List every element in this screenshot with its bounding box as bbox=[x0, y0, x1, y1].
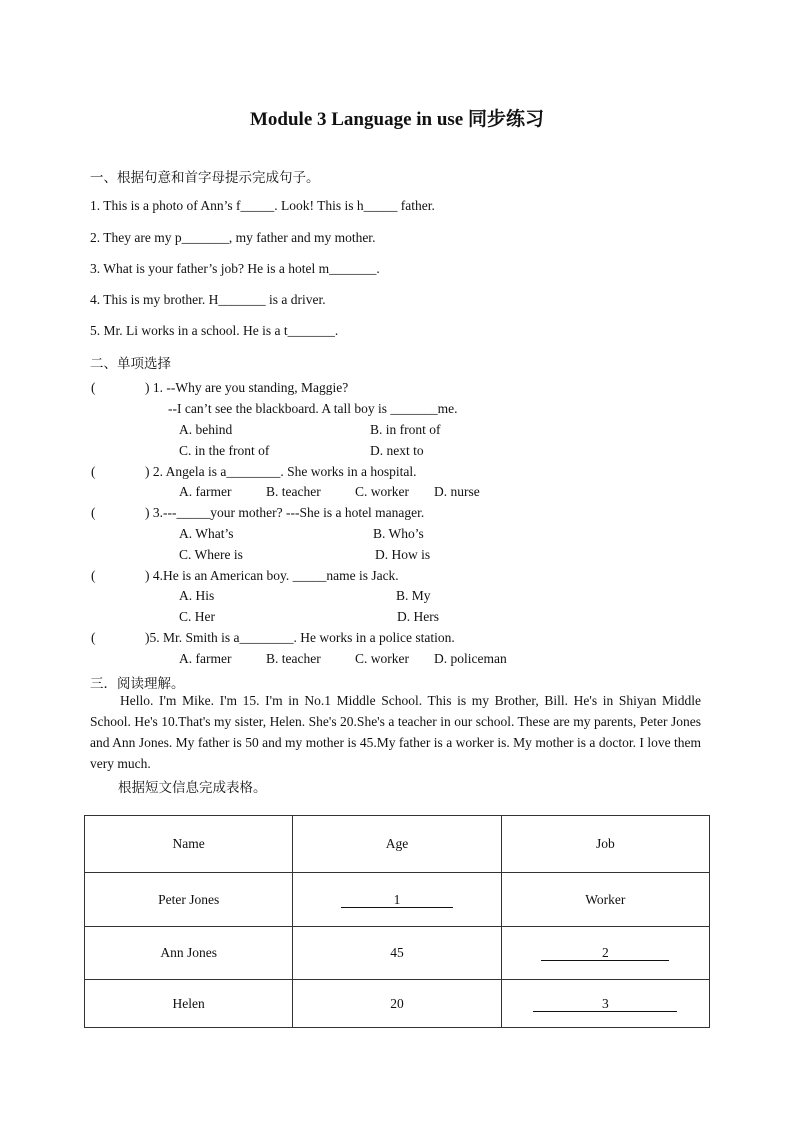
q4-option-d: D. Hers bbox=[397, 609, 439, 624]
cell-name: Ann Jones bbox=[85, 927, 293, 980]
answer-blank-1: 1 bbox=[341, 893, 453, 908]
q2-stem: ) 2. Angela is a________. She works in a hospital. bbox=[145, 464, 417, 479]
section3-heading: 三．阅读理解。 bbox=[90, 676, 185, 692]
q4-stem: ) 4.He is an American boy. _____name is Jack. bbox=[145, 568, 399, 583]
q2-bracket: ( bbox=[91, 464, 96, 479]
q4-bracket: ( bbox=[91, 568, 96, 583]
q2-option-c: C. worker bbox=[355, 484, 409, 499]
table-row bbox=[85, 927, 710, 980]
section2-heading: 二、单项选择 bbox=[90, 356, 171, 372]
q5-option-c: C. worker bbox=[355, 651, 409, 666]
cell-job: Worker bbox=[501, 873, 709, 927]
q5-option-d: D. policeman bbox=[434, 651, 507, 666]
q1-bracket: ( bbox=[91, 380, 96, 395]
section1-heading: 一、根据句意和首字母提示完成句子。 bbox=[90, 170, 320, 186]
q3-option-b: B. Who’s bbox=[373, 526, 424, 541]
answer-blank-3: 3 bbox=[533, 997, 677, 1012]
page-title: Module 3 Language in use 同步练习 bbox=[249, 109, 544, 130]
header-name: Name bbox=[85, 816, 293, 873]
q5-stem: )5. Mr. Smith is a________. He works in a police station. bbox=[145, 630, 455, 645]
header-age: Age bbox=[293, 816, 501, 873]
q3-stem: ) 3.---_____your mother? ---She is a hotel manager. bbox=[145, 505, 425, 520]
q1-option-b: B. in front of bbox=[370, 422, 441, 437]
section1-item-2: 2. They are my p_______, my father and my mother. bbox=[90, 230, 376, 245]
q1-option-a: A. behind bbox=[179, 422, 233, 437]
table-header-row bbox=[85, 816, 710, 873]
q3-option-c: C. Where is bbox=[179, 547, 243, 562]
q4-option-c: C. Her bbox=[179, 609, 215, 624]
cell-age: 45 bbox=[293, 927, 501, 980]
answer-blank-2: 2 bbox=[541, 946, 669, 961]
q1-option-d: D. next to bbox=[370, 443, 424, 458]
q1-option-c: C. in the front of bbox=[179, 443, 270, 458]
q4-option-a: A. His bbox=[179, 588, 215, 603]
table-row bbox=[85, 980, 710, 1028]
q2-option-a: A. farmer bbox=[179, 484, 232, 499]
section1-item-1: 1. This is a photo of Ann’s f_____. Look! This is h_____ father. bbox=[90, 198, 435, 213]
q2-option-d: D. nurse bbox=[434, 484, 480, 499]
section1-item-5: 5. Mr. Li works in a school. He is a t_______. bbox=[90, 323, 339, 338]
cell-job-blank bbox=[501, 980, 709, 1028]
q2-option-b: B. teacher bbox=[266, 484, 321, 499]
header-job: Job bbox=[501, 816, 709, 873]
reading-passage bbox=[90, 690, 701, 774]
q3-option-d: D. How is bbox=[375, 547, 431, 562]
q5-option-a: A. farmer bbox=[179, 651, 232, 666]
table-row bbox=[85, 873, 710, 927]
q4-option-b: B. My bbox=[396, 588, 431, 603]
q5-bracket: ( bbox=[91, 630, 96, 645]
q1-stem: ) 1. --Why are you standing, Maggie? bbox=[145, 380, 349, 395]
cell-age: 20 bbox=[293, 980, 501, 1028]
section1-item-4: 4. This is my brother. H_______ is a driver. bbox=[90, 292, 326, 307]
q3-option-a: A. What’s bbox=[179, 526, 234, 541]
cell-job-blank bbox=[501, 927, 709, 980]
cell-name: Peter Jones bbox=[85, 873, 293, 927]
q3-bracket: ( bbox=[91, 505, 96, 520]
section1-item-3: 3. What is your father’s job? He is a hotel m_______. bbox=[90, 261, 380, 276]
cell-name: Helen bbox=[85, 980, 293, 1028]
answer-table bbox=[84, 815, 710, 1028]
q5-option-b: B. teacher bbox=[266, 651, 321, 666]
reading-passage-text: Hello. I'm Mike. I'm 15. I'm in No.1 Middle School. This is my Brother, Bill. He's in Shiyan Middle School. He's 10.That's my sister, Helen. She's 20.She's a teacher in our school. These are my parents, Peter Jones and Ann Jones. My father is 50 and my mother is 45.My father is a worker is. My mother is a doctor. I love them very much. bbox=[90, 693, 701, 771]
cell-age-blank bbox=[293, 873, 501, 927]
table-instruction: 根据短文信息完成表格。 bbox=[118, 780, 267, 796]
q1-stem-2: --I can’t see the blackboard. A tall boy is _______me. bbox=[168, 401, 458, 416]
